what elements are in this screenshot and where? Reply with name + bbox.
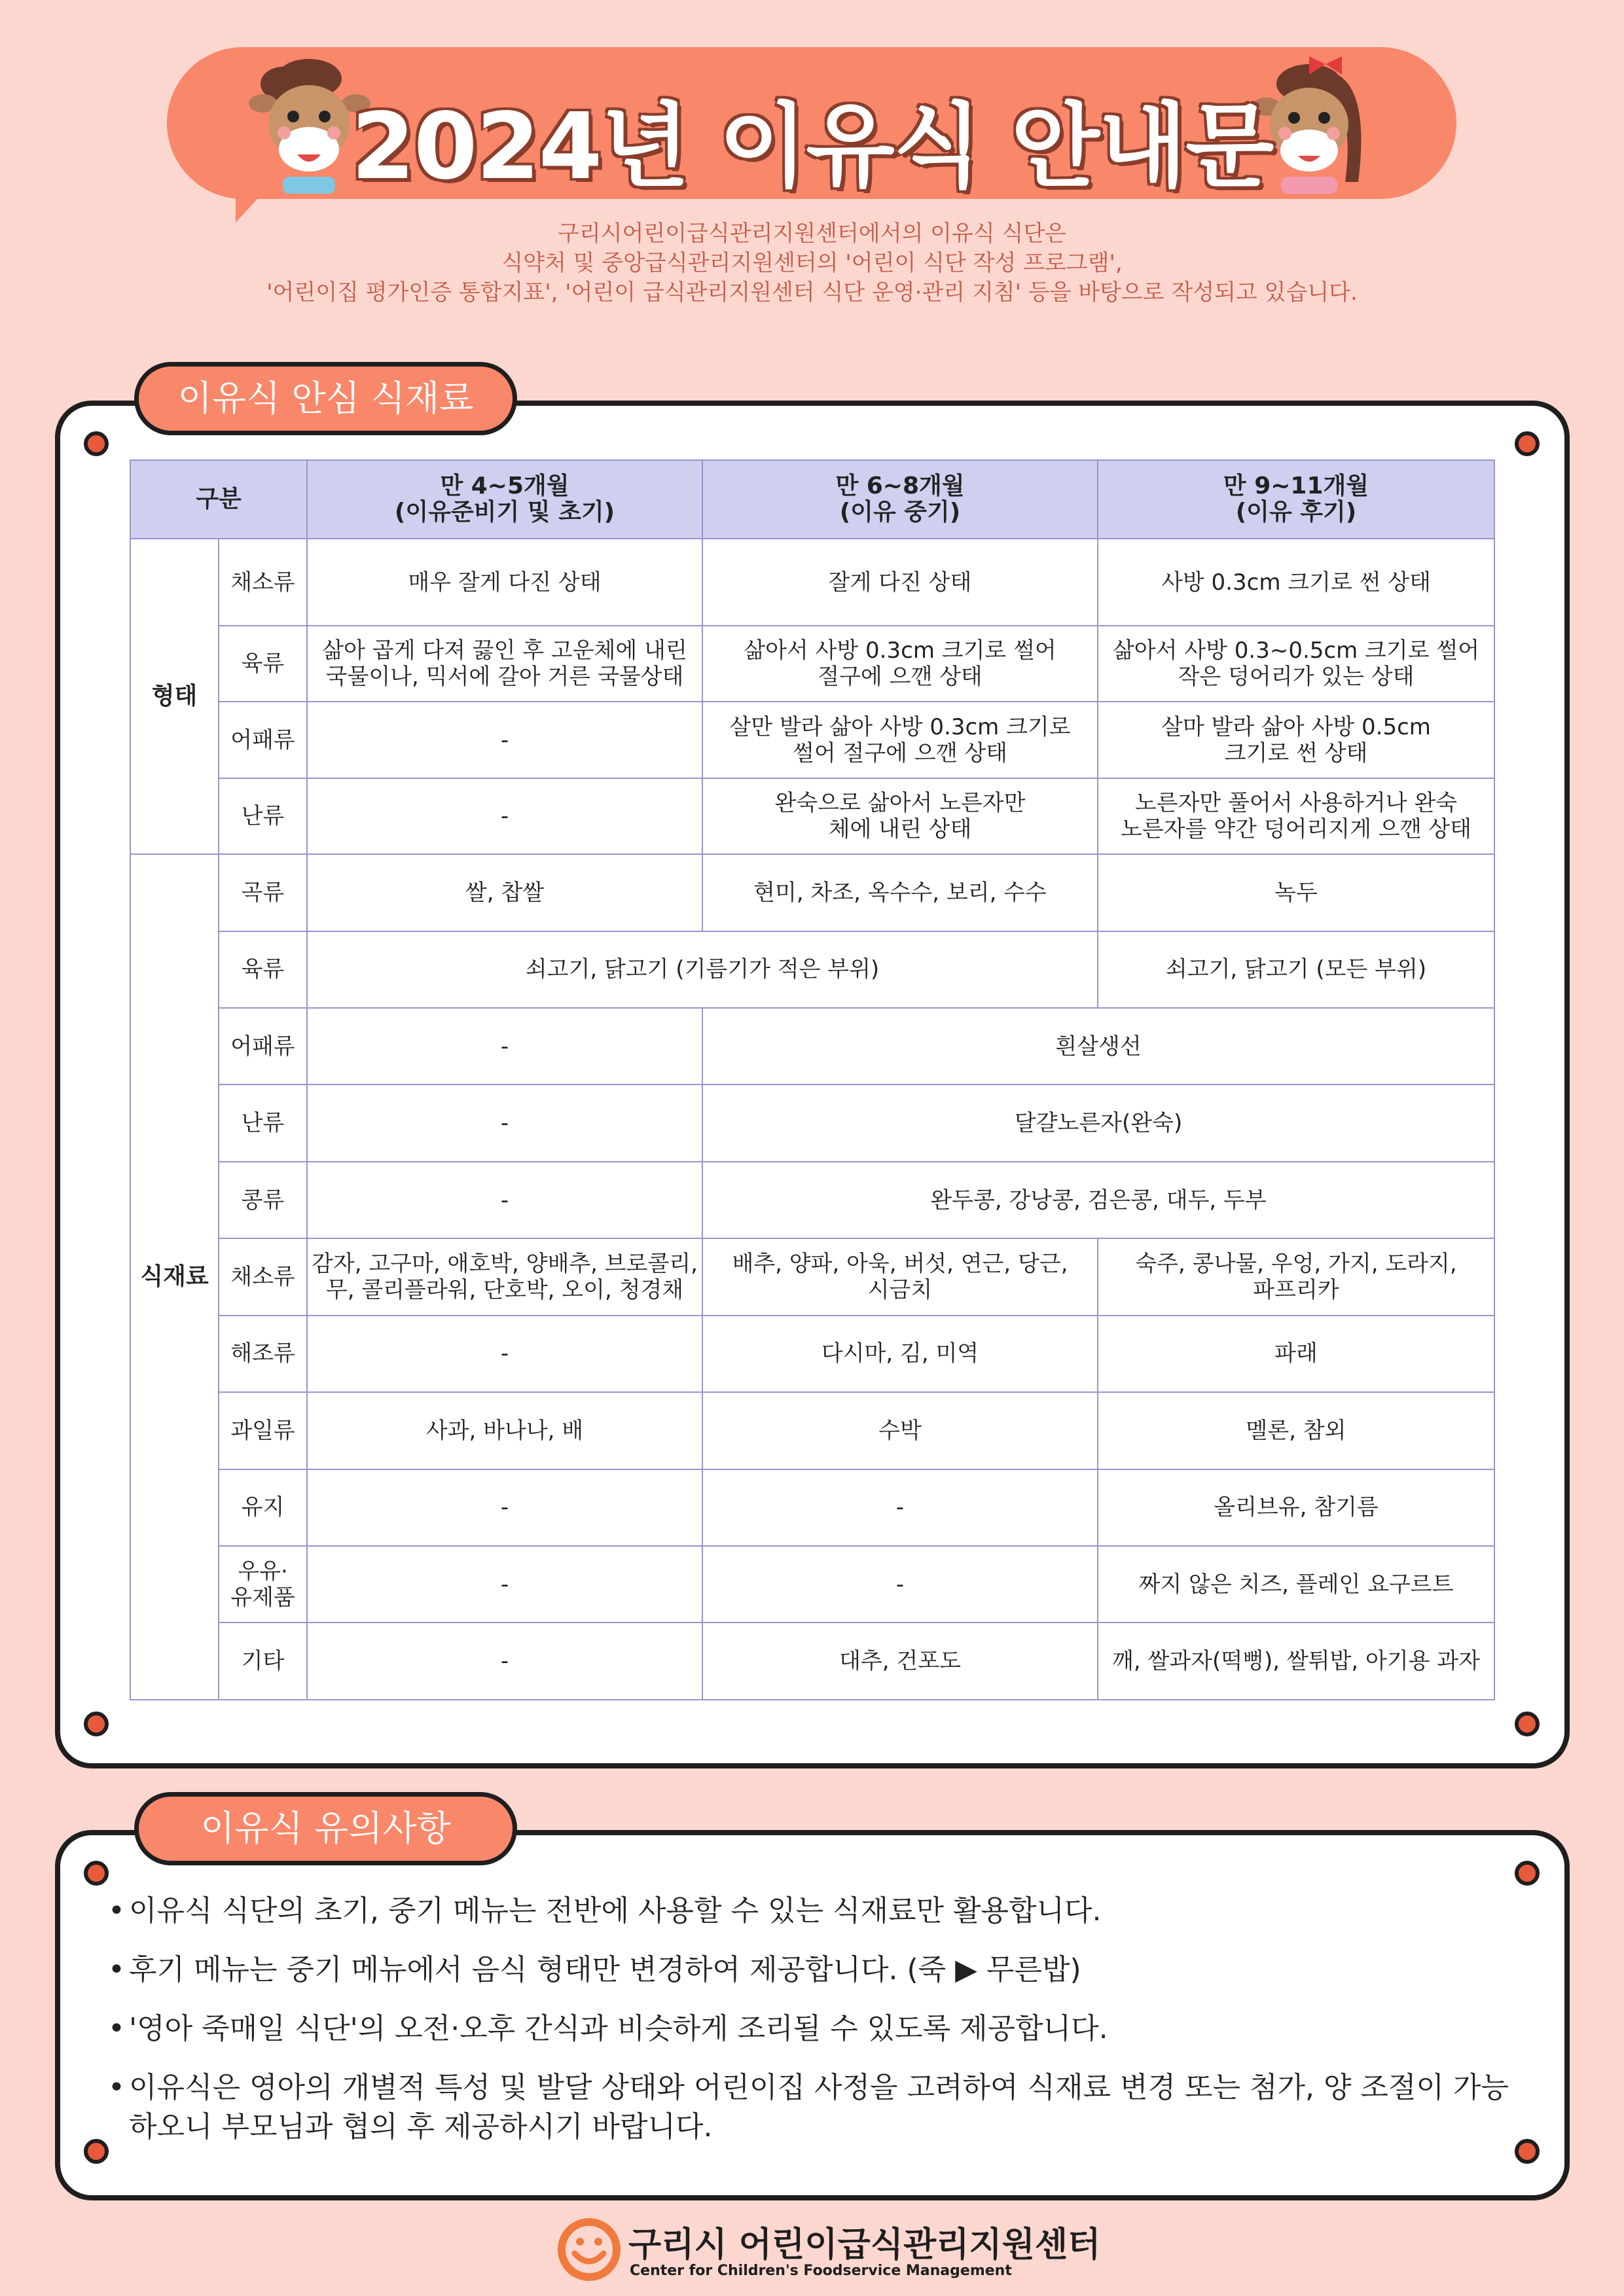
list-item: • '영아 죽매일 식단'의 오전·오후 간식과 비슷하게 조리될 수 있도록 제공합니다. [108,2009,1515,2049]
row-label: 유지 [219,1469,307,1546]
table-cell: 다시마, 김, 미역 [702,1316,1098,1392]
table-cell: 완두콩, 강낭콩, 검은콩, 대두, 두부 [702,1162,1494,1238]
row-label: 어패류 [219,1008,307,1085]
table-row [130,1392,1494,1469]
row-label: 과일류 [219,1392,307,1469]
table-row [130,1085,1494,1161]
table-cell: 감자, 고구마, 애호박, 양배추, 브로콜리, 무, 콜리플라워, 단호박, 오이, 청경채 [307,1238,702,1315]
table-cell: 살마 발라 삶아 사방 0.5cm 크기로 썬 상태 [1098,702,1494,778]
table-row [130,1469,1494,1546]
ingredients-table [130,459,1495,1700]
footer-center-subtitle: Center for Children's Foodservice Management [630,2263,1012,2279]
table-row [130,1238,1494,1315]
row-label: 육류 [219,626,307,702]
footer-center-name: 구리시 어린이급식관리지원센터 [628,2225,1101,2265]
table-header-row [130,460,1494,539]
row-label: 어패류 [219,702,307,778]
table-cell: 대추, 건포도 [702,1623,1098,1700]
intro-line: 구리시어린이급식관리지원센터에서의 이유식 식단은 [557,221,1067,247]
table-cell: - [307,1162,702,1238]
table-cell: 쇠고기, 닭고기 (기름기가 적은 부위) [307,931,1098,1008]
table-cell: - [307,1546,702,1623]
table-row [130,1008,1494,1085]
corner-dot [1515,1712,1540,1736]
row-label: 콩류 [219,1162,307,1238]
table-cell: 삶아서 사방 0.3cm 크기로 썰어 절구에 으깬 상태 [702,626,1098,702]
table-cell: 완숙으로 삶아서 노른자만 체에 내린 상태 [702,778,1098,854]
table-cell: 짜지 않은 치즈, 플레인 요구르트 [1098,1546,1494,1623]
table-cell: 사과, 바나나, 배 [307,1392,702,1469]
table-cell: 삶아서 사방 0.3~0.5cm 크기로 썰어 작은 덩어리가 있는 상태 [1098,626,1494,702]
table-cell: 깨, 쌀과자(떡뻥), 쌀튀밥, 아기용 과자 [1098,1623,1494,1700]
table-cell: 삶아 곱게 다져 끓인 후 고운체에 내린 국물이나, 믹서에 갈아 거른 국물상태 [307,626,702,702]
table-cell: - [307,1008,702,1085]
table-cell: 살만 발라 삶아 사방 0.3cm 크기로 썰어 절구에 으깬 상태 [702,702,1098,778]
table-cell: - [307,1469,702,1546]
table-row [130,778,1494,854]
corner-dot [1515,2139,1540,2164]
row-label: 채소류 [219,1238,307,1315]
table-cell: 흰살생선 [702,1008,1494,1085]
row-label: 채소류 [219,539,307,625]
table-row [130,1546,1494,1623]
table-cell: 달걀노른자(완숙) [702,1085,1494,1161]
intro-line: 식약처 및 중앙급식관리지원센터의 '어린이 식단 작성 프로그램', [501,250,1123,276]
table-row [130,1162,1494,1238]
table-cell: - [307,1623,702,1700]
table-cell: - [307,702,702,778]
row-label: 육류 [219,931,307,1008]
corner-dot [1515,1861,1540,1886]
table-cell: 잘게 다진 상태 [702,539,1098,625]
list-item: • 후기 메뉴는 중기 메뉴에서 음식 형태만 변경하여 제공합니다. (죽 ▶ 무른밥) [108,1950,1515,1990]
table-cell: 사방 0.3cm 크기로 썬 상태 [1098,539,1494,625]
table-cell: 노른자만 풀어서 사용하거나 완숙 노른자를 약간 덩어리지게 으깬 상태 [1098,778,1494,854]
table-cell: 쇠고기, 닭고기 (모든 부위) [1098,931,1494,1008]
table-cell: - [307,1085,702,1161]
header-stage-late: 만 9~11개월 (이유 후기) [1098,460,1494,539]
table-cell: 현미, 차조, 옥수수, 보리, 수수 [702,854,1098,931]
list-item: • 이유식 식단의 초기, 중기 메뉴는 전반에 사용할 수 있는 식재료만 활용합니다. [108,1892,1515,1931]
section-tab-ingredients: 이유식 안심 식재료 [134,362,517,435]
notes-list [108,1892,1515,2166]
row-label: 해조류 [219,1316,307,1392]
table-cell: 수박 [702,1392,1098,1469]
group-ingredients: 식재료 [130,854,219,1700]
list-item: • 이유식은 영아의 개별적 특성 및 발달 상태와 어린이집 사정을 고려하여 식재료 변경 또는 첨가, 양 조절이 가능하오니 부모님과 협의 후 제공하시기 바랍니다. [108,2068,1515,2147]
table-cell: 파래 [1098,1316,1494,1392]
footer [556,2215,1146,2287]
table-row [130,702,1494,778]
intro-text [0,219,1624,308]
row-label: 기타 [219,1623,307,1700]
corner-dot [84,1712,109,1736]
table-cell: - [702,1469,1098,1546]
table-cell: 배추, 양파, 아욱, 버섯, 연근, 당근, 시금치 [702,1238,1098,1315]
header-stage-early: 만 4~5개월 (이유준비기 및 초기) [307,460,702,539]
intro-line: '어린이집 평가인증 통합지표', '어린이 급식관리지원센터 식단 운영·관리 지침' 등을 바탕으로 작성되고 있습니다. [266,279,1358,306]
table-row [130,539,1494,625]
smiley-logo-icon [556,2215,622,2281]
table-cell: 숙주, 콩나물, 우엉, 가지, 도라지, 파프리카 [1098,1238,1494,1315]
row-label: 우유· 유제품 [219,1546,307,1623]
table-cell: 쌀, 찹쌀 [307,854,702,931]
corner-dot [84,2139,109,2164]
row-label: 곡류 [219,854,307,931]
corner-dot [1515,431,1540,456]
section-tab-notes: 이유식 유의사항 [134,1792,517,1865]
table-row [130,626,1494,702]
table-cell: 녹두 [1098,854,1494,931]
group-form: 형태 [130,539,219,854]
header-stage-middle: 만 6~8개월 (이유 중기) [702,460,1098,539]
table-row [130,854,1494,931]
table-cell: 매우 잘게 다진 상태 [307,539,702,625]
corner-dot [84,1861,109,1886]
table-row [130,1316,1494,1392]
row-label: 난류 [219,1085,307,1161]
table-cell: - [307,778,702,854]
page-title: 2024년 이유식 안내문 [351,94,1273,200]
header-category: 구분 [130,460,307,539]
table-row [130,931,1494,1008]
table-cell: - [307,1316,702,1392]
row-label: 난류 [219,778,307,854]
table-cell: 멜론, 참외 [1098,1392,1494,1469]
table-cell: - [702,1546,1098,1623]
table-cell: 올리브유, 참기름 [1098,1469,1494,1546]
table-row [130,1623,1494,1700]
corner-dot [84,431,109,456]
